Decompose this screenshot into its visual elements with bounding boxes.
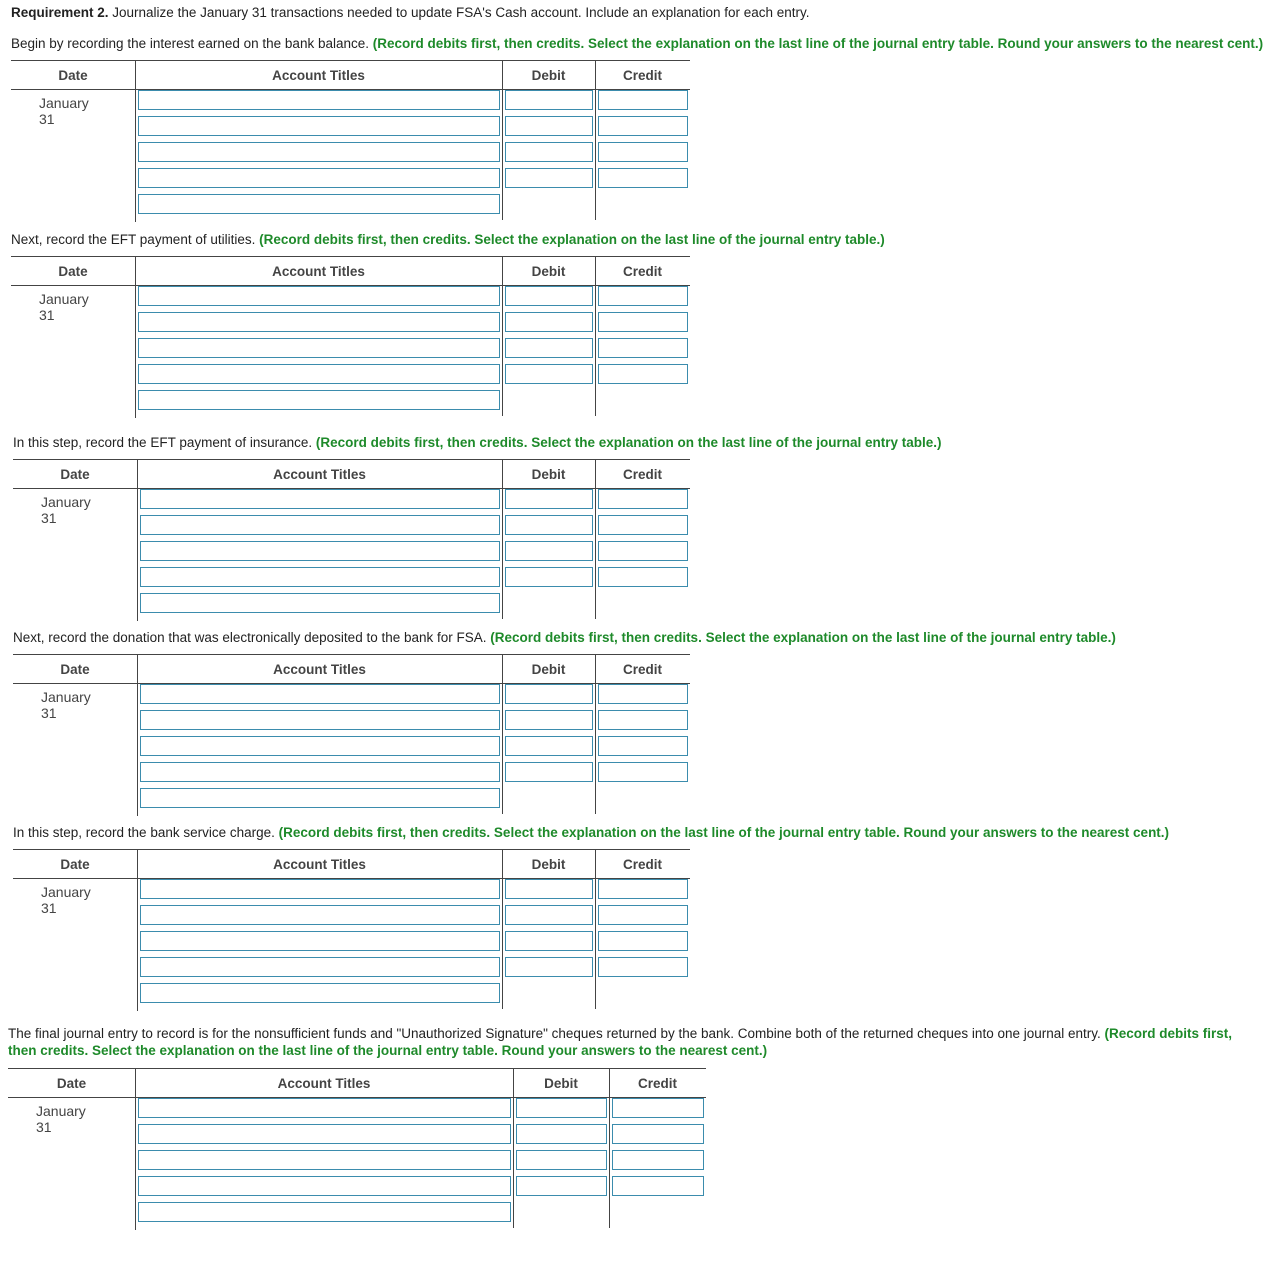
entry-4-prompt: Next, record the donation that was electronically deposited to the bank for FSA. — [13, 630, 491, 645]
header-debit: Debit — [531, 264, 566, 279]
entry-6-instructions — [8, 1025, 1262, 1059]
entry-4-instruction: (Record debits first, then credits. Select the explanation on the last line of the journal entry table.) — [490, 630, 1116, 645]
credit-input[interactable] — [598, 489, 688, 509]
credit-input[interactable] — [598, 957, 688, 977]
entry-2-instructions — [11, 231, 885, 248]
header-credit: Credit — [622, 264, 662, 279]
entry-5-prompt: In this step, record the bank service charge. — [13, 825, 279, 840]
debit-input[interactable] — [505, 90, 593, 110]
entry-6-prompt: The final journal entry to record is for the nonsufficient funds and "Unauthorized Signature" cheques returned by the bank. Combine both of the returned cheques into one journal entry. — [8, 1026, 1105, 1041]
credit-input[interactable] — [598, 736, 688, 756]
column-divider — [135, 1068, 136, 1230]
header-credit: Credit — [622, 857, 662, 872]
column-divider — [595, 256, 596, 416]
journal-header-1 — [11, 60, 690, 90]
journal-header-4 — [13, 654, 690, 684]
credit-input[interactable] — [598, 338, 688, 358]
requirement-text: Journalize the January 31 transactions needed to update FSA's Cash account. Include an explanation for each entry. — [108, 5, 810, 20]
requirement-label: Requirement 2. — [11, 5, 109, 20]
debit-input[interactable] — [505, 905, 593, 925]
header-account-titles: Account Titles — [273, 662, 366, 677]
credit-input[interactable] — [598, 762, 688, 782]
journal-header-2 — [11, 256, 690, 286]
header-date: Date — [60, 857, 90, 872]
column-divider — [137, 654, 138, 816]
account-title-input[interactable] — [138, 1098, 511, 1118]
header-debit: Debit — [531, 68, 566, 83]
credit-input[interactable] — [598, 515, 688, 535]
explanation-input[interactable] — [138, 194, 500, 214]
header-credit: Credit — [637, 1076, 677, 1091]
entry-2-instruction: (Record debits first, then credits. Select the explanation on the last line of the journal entry table.) — [259, 232, 885, 247]
account-title-input[interactable] — [138, 142, 500, 162]
account-title-input[interactable] — [140, 736, 500, 756]
header-credit: Credit — [622, 467, 662, 482]
account-title-input[interactable] — [138, 1150, 511, 1170]
credit-input[interactable] — [598, 684, 688, 704]
header-date: Date — [56, 1076, 87, 1091]
explanation-input[interactable] — [138, 1202, 511, 1222]
journal-header-6 — [8, 1068, 706, 1098]
column-divider — [135, 60, 136, 222]
debit-input[interactable] — [505, 364, 593, 384]
account-title-input[interactable] — [140, 931, 500, 951]
header-account-titles: Account Titles — [277, 1076, 371, 1091]
account-title-input[interactable] — [138, 1124, 511, 1144]
credit-input[interactable] — [598, 312, 688, 332]
account-title-input[interactable] — [140, 684, 500, 704]
entry-1-instructions — [11, 35, 1263, 52]
header-debit: Debit — [544, 1076, 578, 1091]
column-divider — [595, 654, 596, 814]
entry-5-instruction: (Record debits first, then credits. Select the explanation on the last line of the journal entry table. Round your answers to the nearest cent.) — [278, 825, 1170, 840]
debit-input[interactable] — [505, 312, 593, 332]
credit-input[interactable] — [598, 931, 688, 951]
entry-date: January 31 — [39, 291, 89, 323]
journal-header-3 — [13, 459, 690, 489]
column-divider — [135, 256, 136, 418]
debit-input[interactable] — [505, 762, 593, 782]
requirement-heading — [11, 5, 810, 20]
credit-input[interactable] — [598, 116, 688, 136]
column-divider — [502, 654, 503, 814]
debit-input[interactable] — [505, 116, 593, 136]
header-debit: Debit — [531, 857, 566, 872]
explanation-input[interactable] — [138, 390, 500, 410]
entry-2-prompt: Next, record the EFT payment of utilities. — [11, 232, 260, 247]
header-account-titles: Account Titles — [272, 264, 365, 279]
credit-input[interactable] — [612, 1150, 704, 1170]
header-date: Date — [60, 662, 90, 677]
credit-input[interactable] — [598, 567, 688, 587]
credit-input[interactable] — [612, 1176, 704, 1196]
account-title-input[interactable] — [138, 338, 500, 358]
credit-input[interactable] — [612, 1124, 704, 1144]
credit-input[interactable] — [598, 710, 688, 730]
account-title-input[interactable] — [140, 515, 500, 535]
account-title-input[interactable] — [138, 1176, 511, 1196]
account-title-input[interactable] — [140, 489, 500, 509]
account-title-input[interactable] — [140, 905, 500, 925]
column-divider — [595, 60, 596, 220]
column-divider — [137, 459, 138, 621]
credit-input[interactable] — [598, 905, 688, 925]
debit-input[interactable] — [505, 957, 593, 977]
column-divider — [502, 459, 503, 619]
entry-date: January 31 — [39, 95, 89, 127]
entry-1-prompt: Begin by recording the interest earned on the bank balance. — [11, 36, 373, 51]
account-title-input[interactable] — [138, 364, 500, 384]
account-title-input[interactable] — [138, 312, 500, 332]
header-debit: Debit — [531, 467, 566, 482]
debit-input[interactable] — [516, 1176, 607, 1196]
account-title-input[interactable] — [140, 710, 500, 730]
credit-input[interactable] — [598, 879, 688, 899]
debit-input[interactable] — [505, 931, 593, 951]
column-divider — [137, 849, 138, 1011]
credit-input[interactable] — [598, 541, 688, 561]
entry-3-prompt: In this step, record the EFT payment of insurance. — [13, 435, 316, 450]
credit-input[interactable] — [598, 90, 688, 110]
header-account-titles: Account Titles — [273, 857, 366, 872]
entry-3-instruction: (Record debits first, then credits. Select the explanation on the last line of the journal entry table.) — [315, 435, 942, 450]
account-title-input[interactable] — [140, 567, 500, 587]
debit-input[interactable] — [505, 541, 593, 561]
account-title-input[interactable] — [140, 879, 500, 899]
column-divider — [595, 459, 596, 619]
debit-input[interactable] — [505, 489, 593, 509]
credit-input[interactable] — [598, 364, 688, 384]
account-title-input[interactable] — [140, 762, 500, 782]
debit-input[interactable] — [505, 710, 593, 730]
debit-input[interactable] — [516, 1150, 607, 1170]
journal-header-5 — [13, 849, 690, 879]
account-title-input[interactable] — [138, 90, 500, 110]
debit-input[interactable] — [505, 879, 593, 899]
account-title-input[interactable] — [138, 116, 500, 136]
explanation-input[interactable] — [140, 983, 500, 1003]
account-title-input[interactable] — [138, 168, 500, 188]
entry-6-instruction: (Record debits first, then credits. Select the explanation on the last line of the journal entry table. Round your answers to the nearest cent.) — [8, 1026, 1233, 1058]
debit-input[interactable] — [505, 684, 593, 704]
explanation-input[interactable] — [140, 788, 500, 808]
header-date: Date — [58, 68, 88, 83]
entry-4-instructions — [13, 629, 1116, 646]
account-title-input[interactable] — [140, 957, 500, 977]
header-credit: Credit — [622, 68, 662, 83]
header-date: Date — [58, 264, 88, 279]
column-divider — [513, 1068, 514, 1228]
debit-input[interactable] — [505, 286, 593, 306]
debit-input[interactable] — [505, 168, 593, 188]
debit-input[interactable] — [505, 338, 593, 358]
column-divider — [502, 849, 503, 1009]
column-divider — [609, 1068, 610, 1228]
credit-input[interactable] — [598, 168, 688, 188]
header-account-titles: Account Titles — [273, 467, 366, 482]
account-title-input[interactable] — [138, 286, 500, 306]
debit-input[interactable] — [505, 736, 593, 756]
entry-3-instructions — [13, 434, 942, 451]
column-divider — [595, 849, 596, 1009]
header-account-titles: Account Titles — [272, 68, 365, 83]
debit-input[interactable] — [516, 1098, 607, 1118]
credit-input[interactable] — [598, 142, 688, 162]
entry-date: January 31 — [41, 494, 91, 526]
debit-input[interactable] — [516, 1124, 607, 1144]
entry-date: January 31 — [36, 1103, 86, 1135]
header-debit: Debit — [531, 662, 566, 677]
entry-date: January 31 — [41, 689, 91, 721]
debit-input[interactable] — [505, 142, 593, 162]
header-date: Date — [60, 467, 90, 482]
entry-5-instructions — [13, 824, 1169, 841]
header-credit: Credit — [622, 662, 662, 677]
debit-input[interactable] — [505, 567, 593, 587]
debit-input[interactable] — [505, 515, 593, 535]
column-divider — [502, 60, 503, 220]
credit-input[interactable] — [598, 286, 688, 306]
account-title-input[interactable] — [140, 541, 500, 561]
credit-input[interactable] — [612, 1098, 704, 1118]
entry-1-instruction: (Record debits first, then credits. Select the explanation on the last line of the journal entry table. Round your answers to the nearest cent.) — [372, 36, 1264, 51]
column-divider — [502, 256, 503, 416]
explanation-input[interactable] — [140, 593, 500, 613]
entry-date: January 31 — [41, 884, 91, 916]
